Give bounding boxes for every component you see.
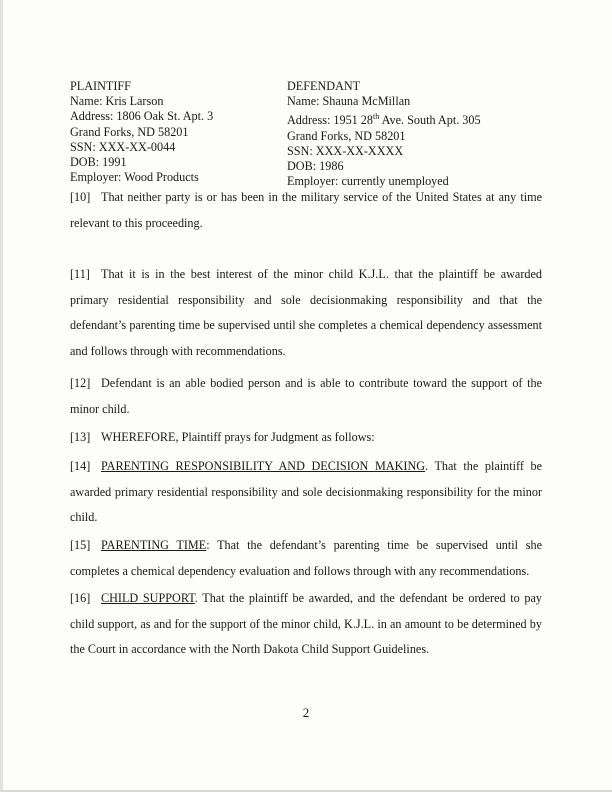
paragraph-number: [10] bbox=[70, 190, 91, 204]
paragraph-heading: PARENTING RESPONSIBILITY AND DECISION MAKING bbox=[101, 459, 426, 473]
paragraph-number: [13] bbox=[70, 430, 91, 444]
paragraph-heading: PARENTING TIME bbox=[101, 538, 207, 552]
defendant-address-sup: th bbox=[373, 112, 380, 122]
defendant-block bbox=[287, 79, 481, 189]
plaintiff-address: Address: 1806 Oak St. Apt. 3 bbox=[70, 109, 214, 124]
paragraph-text: . That the plaintiff be awarded, and the defendant be ordered to pay child support, as and for the support of the minor child, K.J.L. in an amount to be determined by the Court in accordance with the North Dakota Child Support Guidelines. bbox=[70, 591, 543, 656]
defendant-dob: DOB: 1986 bbox=[287, 159, 344, 174]
plaintiff-dob: DOB: 1991 bbox=[70, 155, 127, 170]
plaintiff-employer: Employer: Wood Products bbox=[70, 170, 199, 185]
paragraph-number: [14] bbox=[70, 459, 91, 473]
paragraph-heading: CHILD SUPPORT bbox=[101, 591, 195, 605]
plaintiff-city: Grand Forks, ND 58201 bbox=[70, 124, 189, 139]
defendant-city: Grand Forks, ND 58201 bbox=[287, 128, 406, 143]
paragraph-10 bbox=[70, 185, 542, 236]
paragraph-14 bbox=[70, 454, 542, 531]
defendant-employer: Employer: currently unemployed bbox=[287, 174, 449, 189]
defendant-ssn: SSN: XXX-XX-XXXX bbox=[287, 143, 404, 158]
defendant-address-pre: Address: 1951 28 bbox=[287, 113, 373, 128]
paragraph-15 bbox=[70, 533, 542, 584]
paragraph-number: [11] bbox=[70, 267, 90, 281]
paragraph-text: Defendant is an able bodied person and is able to contribute toward the support of the minor child. bbox=[70, 376, 542, 416]
plaintiff-name: Name: Kris Larson bbox=[70, 94, 164, 109]
defendant-name: Name: Shauna McMillan bbox=[287, 94, 411, 109]
paragraph-16 bbox=[70, 586, 542, 663]
paragraph-13 bbox=[70, 425, 542, 451]
page-number: 2 bbox=[302, 705, 310, 720]
defendant-heading: DEFENDANT bbox=[287, 79, 361, 93]
paragraph-text: WHEREFORE, Plaintiff prays for Judgment as follows: bbox=[101, 430, 375, 444]
paragraph-text: : That the defendant’s parenting time be supervised until she completes a chemical dependency evaluation and follows through with any recommendations. bbox=[70, 538, 542, 578]
paragraph-text: That it is in the best interest of the minor child K.J.L. that the plaintiff be awarded primary residential responsibility and sole decisionmaking responsibility and that the defendant’s parenting time be supervised until she completes a chemical dependency assessment and follows through with recommendations. bbox=[70, 267, 542, 358]
paragraph-number: [15] bbox=[70, 538, 91, 552]
plaintiff-heading: PLAINTIFF bbox=[70, 79, 131, 93]
scan-edge bbox=[0, 0, 3, 792]
paragraph-12 bbox=[70, 371, 542, 422]
paragraph-number: [16] bbox=[70, 591, 91, 605]
defendant-address bbox=[287, 109, 481, 128]
paragraph-number: [12] bbox=[70, 376, 91, 390]
paragraph-11 bbox=[70, 262, 542, 364]
paragraph-text: . That the plaintiff be awarded primary residential responsibility and sole decisionmaking responsibility for the minor child. bbox=[70, 459, 543, 524]
plaintiff-ssn: SSN: XXX-XX-0044 bbox=[70, 139, 176, 154]
plaintiff-block bbox=[70, 79, 213, 185]
defendant-address-post: Ave. South Apt. 305 bbox=[379, 113, 481, 128]
paragraph-text: That neither party is or has been in the military service of the United States at any time relevant to this proceeding. bbox=[70, 190, 542, 230]
